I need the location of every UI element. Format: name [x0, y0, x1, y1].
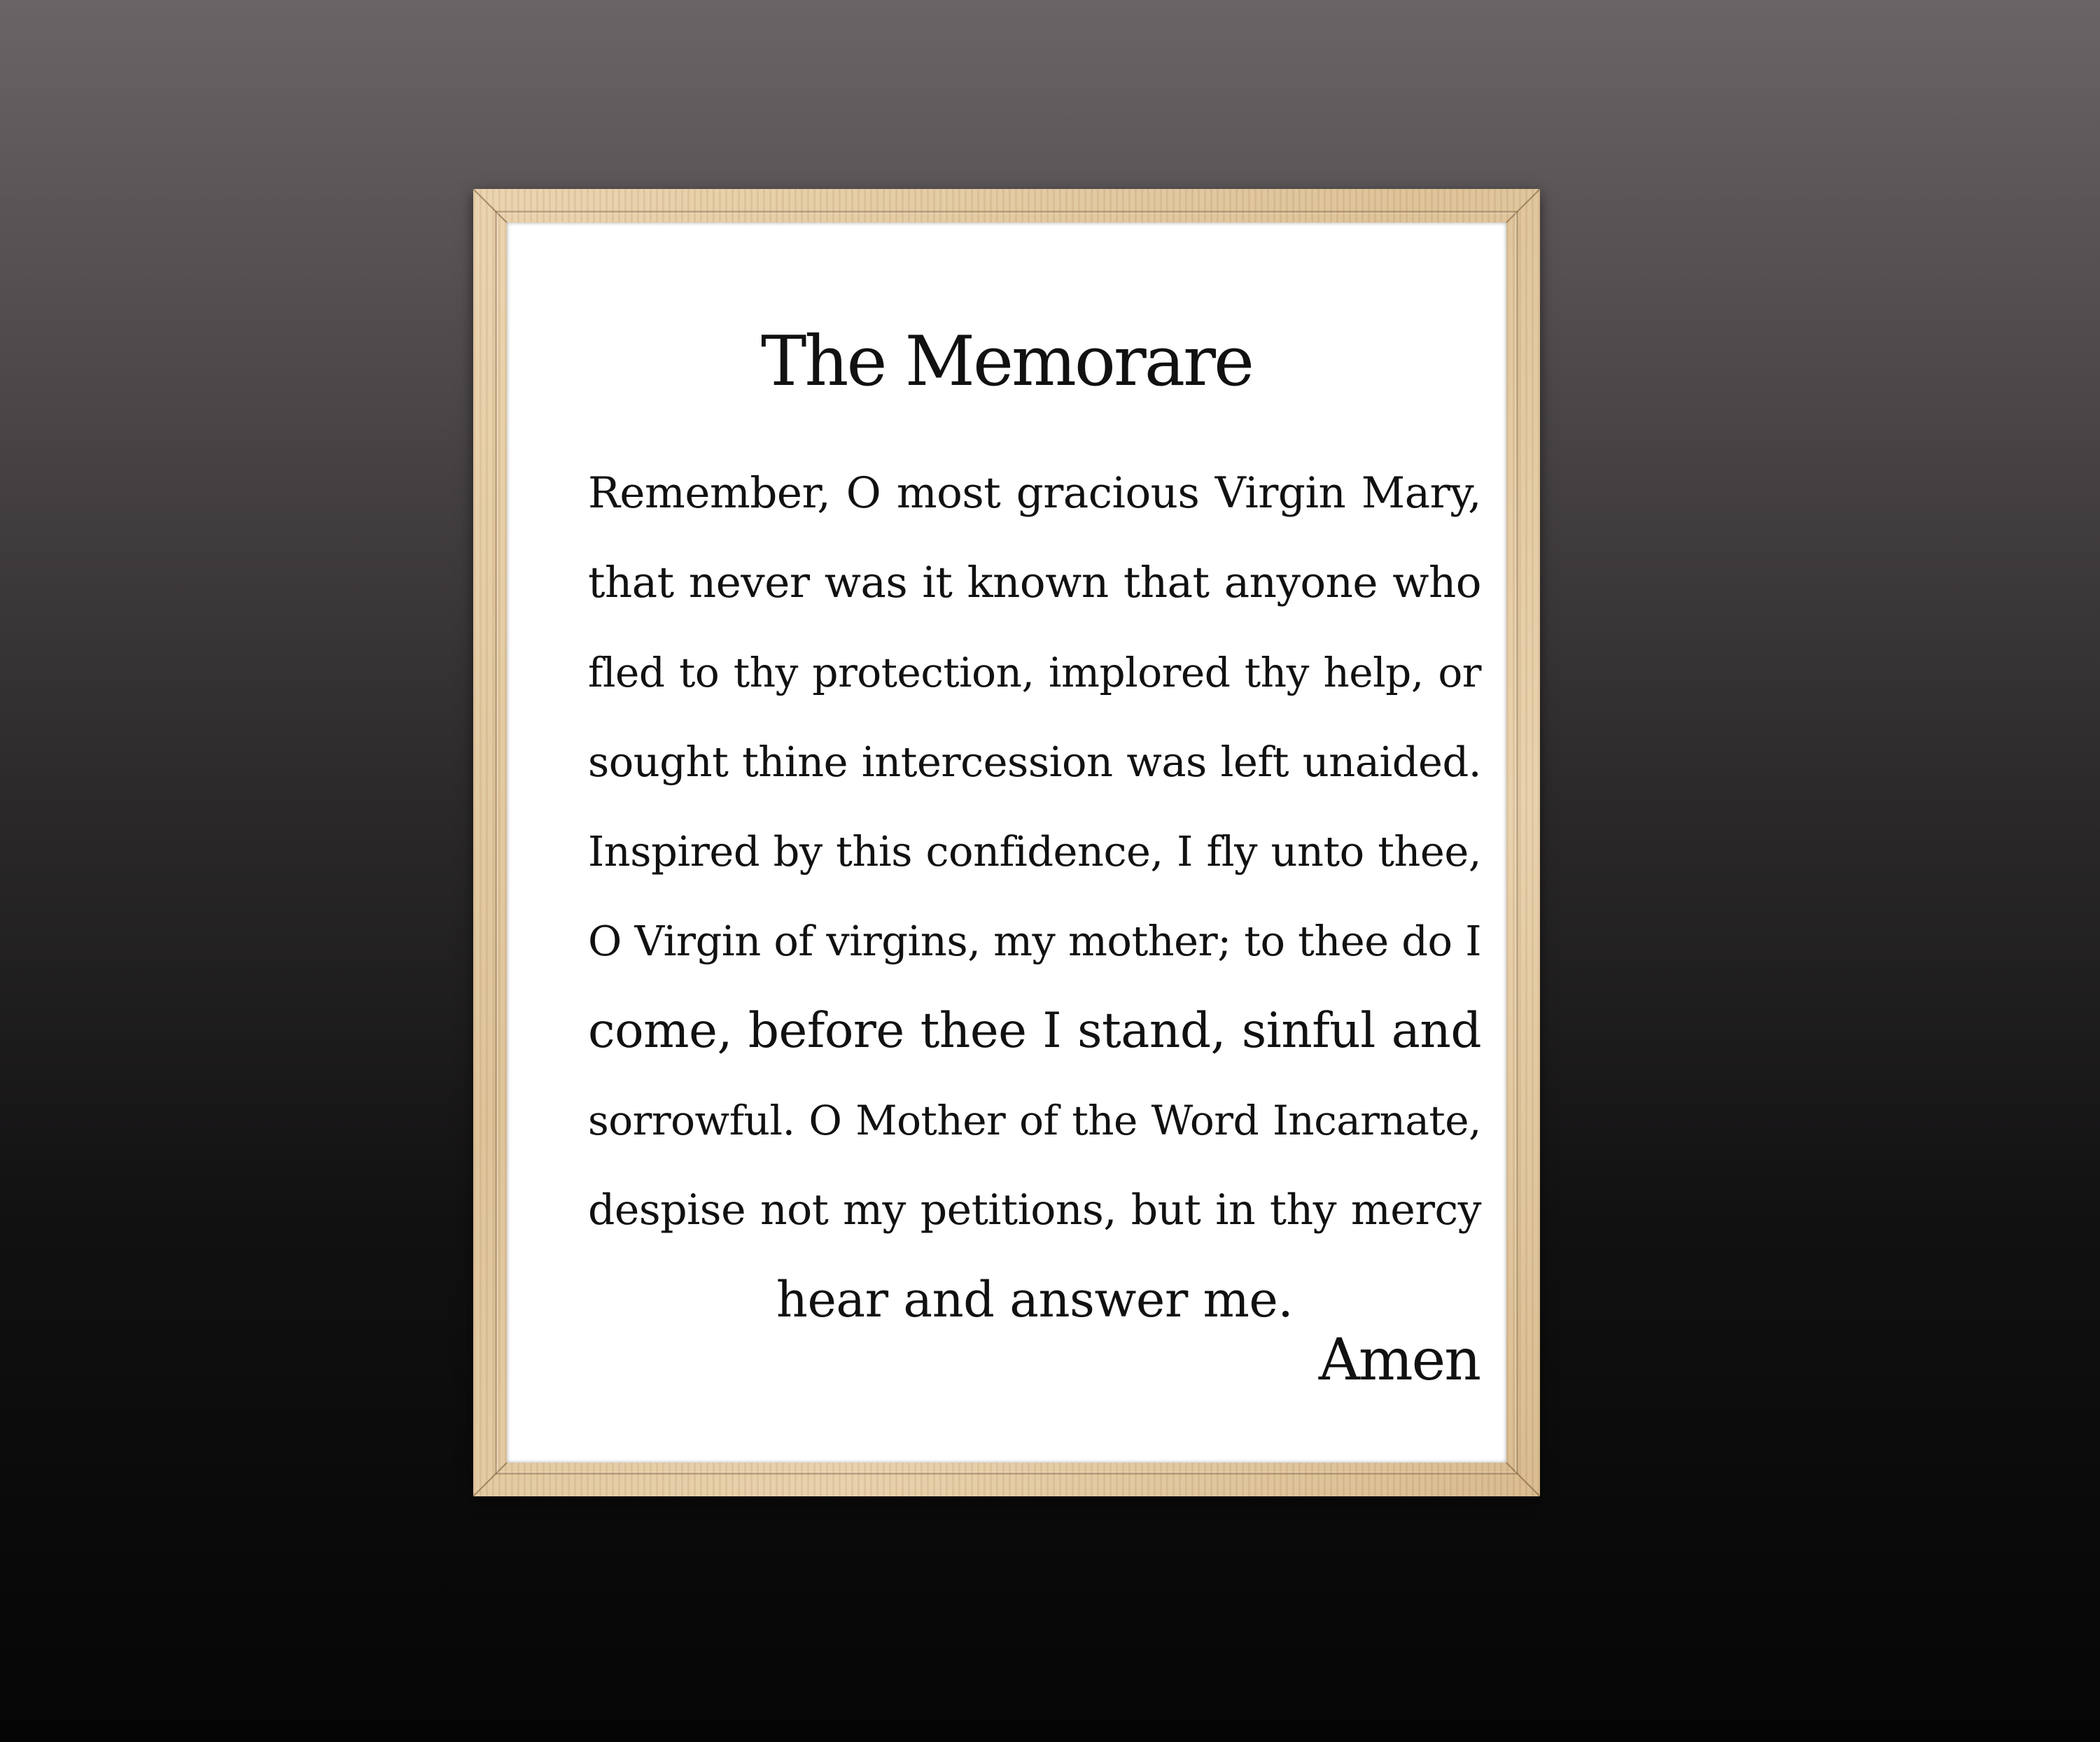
prayer-closing: Amen: [1318, 1327, 1480, 1393]
prayer-print: [507, 223, 1506, 1463]
prayer-line: that never was it known that anyone who: [588, 558, 1481, 607]
prayer-line-final: hear and answer me.: [776, 1271, 1294, 1328]
prayer-line: fled to thy protection, implored thy help, or: [588, 649, 1481, 696]
prayer-line: come, before thee I stand, sinful and: [588, 1003, 1481, 1059]
picture-frame: [473, 189, 1540, 1496]
prayer-body: [588, 449, 1481, 1344]
prayer-line: sorrowful. O Mother of the Word Incarnate,: [588, 1097, 1481, 1144]
prayer-line: Remember, O most gracious Virgin Mary,: [588, 468, 1481, 518]
prayer-title: The Memorare: [760, 322, 1252, 402]
prayer-line: sought thine intercession was left unaided.: [588, 738, 1481, 786]
prayer-line: despise not my petitions, but in thy mercy: [588, 1186, 1481, 1235]
prayer-line: O Virgin of virgins, my mother; to thee do I: [588, 917, 1481, 965]
prayer-line: Inspired by this confidence, I fly unto thee,: [588, 827, 1481, 876]
